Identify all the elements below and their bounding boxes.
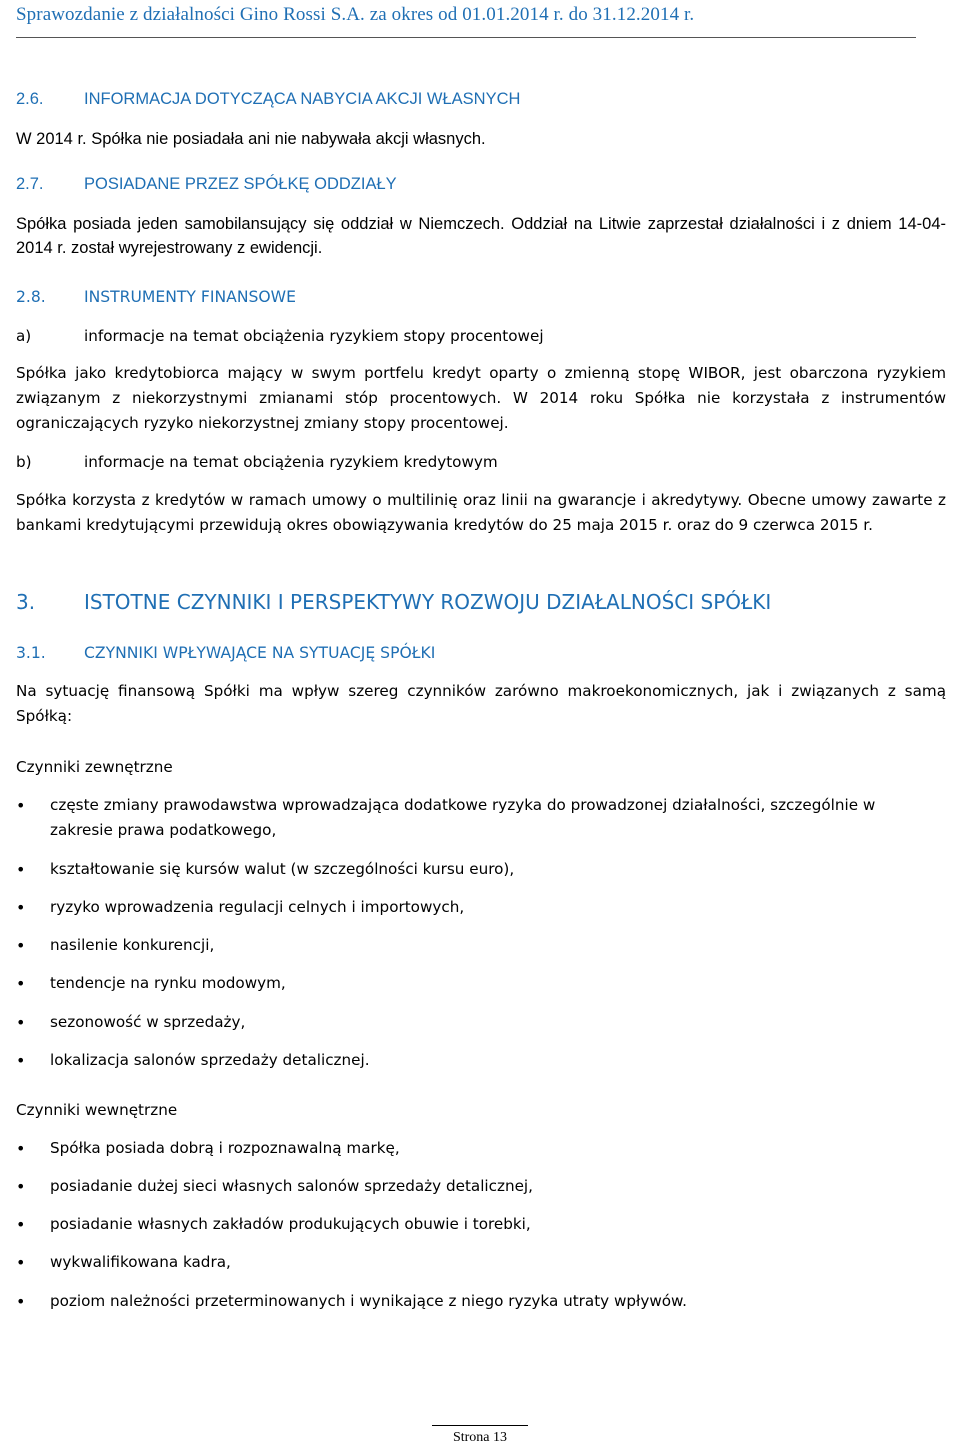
internal-factors-heading: Czynniki wewnętrzne [16,1101,178,1119]
bullet-icon: • [16,1139,26,1158]
section-number: 2.8. [16,288,46,306]
subheading-label: b) [16,453,32,471]
bullet-icon: • [16,1013,26,1032]
bullet-icon: • [16,1177,26,1196]
chapter-heading-3 [16,590,771,614]
section-title: CZYNNIKI WPŁYWAJĄCE NA SYTUACJĘ SPÓŁKI [84,644,436,662]
bullet-icon: • [16,898,26,917]
footer-divider [432,1425,528,1426]
subheading-a [16,324,544,349]
section-heading-2-6 [16,90,520,109]
section-heading-3-1 [16,644,435,662]
section-heading-2-8 [16,288,296,306]
subheading-b [16,450,498,475]
page-header: Sprawozdanie z działalności Gino Rossi S.A. za okres od 01.01.2014 r. do 31.12.2014 r. [16,4,695,25]
section-number: 3. [16,590,36,614]
paragraph-credit-risk: Spółka korzysta z kredytów w ramach umowy o multilinię oraz linii na gwarancje i akredytywy. Obecne umowy zawarte z bankami kredytującymi przewidują okres obowiązywania kredytów do 25 maja 2015 r. oraz do 9 czerwca 2015 r. [16,491,946,534]
section-title: INFORMACJA DOTYCZĄCA NABYCIA AKCJI WŁASNYCH [84,90,521,108]
paragraph-2-6: W 2014 r. Spółka nie posiadała ani nie nabywała akcji własnych. [16,130,486,148]
section-title: ISTOTNE CZYNNIKI I PERSPEKTYWY ROZWOJU DZIAŁALNOŚCI SPÓŁKI [84,590,772,614]
bullet-icon: • [16,796,26,815]
section-number: 2.7. [16,175,44,193]
subheading-title: informacje na temat obciążenia ryzykiem kredytowym [84,453,498,471]
bullet-icon: • [16,1253,26,1272]
bullet-icon: • [16,860,26,879]
subheading-label: a) [16,327,32,345]
external-factors-heading: Czynniki zewnętrzne [16,758,173,776]
bullet-icon: • [16,974,26,993]
section-number: 2.6. [16,90,44,108]
bullet-icon: • [16,936,26,955]
paragraph-2-7: Spółka posiada jeden samobilansujący się oddział w Niemczech. Oddział na Litwie zaprzestał działalności i z dniem 14-04-2014 r. został wyrejestrowany z ewidencji. [16,215,946,257]
section-title: POSIADANE PRZEZ SPÓŁKĘ ODDZIAŁY [84,175,397,193]
bullet-icon: • [16,1215,26,1234]
section-title: INSTRUMENTY FINANSOWE [84,288,296,306]
section-heading-2-7 [16,175,397,194]
page-number: Strona 13 [452,1430,508,1445]
header-divider [16,37,916,38]
bullet-icon: • [16,1292,26,1311]
bullet-icon: • [16,1051,26,1070]
subheading-title: informacje na temat obciążenia ryzykiem stopy procentowej [84,327,544,345]
paragraph-factors-intro: Na sytuację finansową Spółki ma wpływ szereg czynników zarówno makroekonomicznych, jak i związanych z samą Spółką: [16,682,946,725]
paragraph-interest-risk: Spółka jako kredytobiorca mający w swym portfelu kredyt oparty o zmienną stopę WIBOR, jest obarczona ryzykiem związanym z niekorzystnymi zmianami stóp procentowych. W 2014 roku Spółka nie korzystała z instrumentów ograniczających ryzyko niekorzystnej zmiany stopy procentowej. [16,364,946,432]
section-number: 3.1. [16,644,46,662]
